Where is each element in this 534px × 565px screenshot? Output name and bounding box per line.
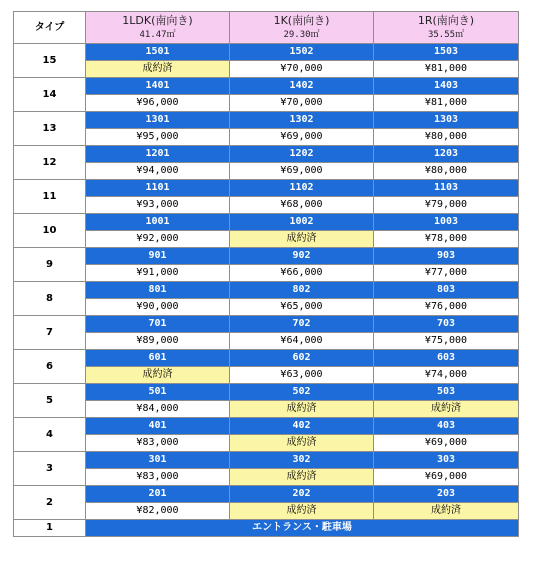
room-number: 601 <box>86 350 230 367</box>
room-number-row <box>14 44 519 61</box>
type-label: タイプ <box>14 12 86 44</box>
room-number: 1201 <box>86 146 230 163</box>
room-number: 303 <box>374 452 519 469</box>
room-price-row <box>14 163 519 180</box>
room-price-row <box>14 61 519 78</box>
room-price: ¥66,000 <box>230 265 374 282</box>
room-price-row <box>14 265 519 282</box>
room-number: 1501 <box>86 44 230 61</box>
room-number: 403 <box>374 418 519 435</box>
room-number: 1103 <box>374 180 519 197</box>
unit-type-header <box>230 12 374 44</box>
room-price: ¥68,000 <box>230 197 374 214</box>
room-price: ¥93,000 <box>86 197 230 214</box>
room-price: ¥78,000 <box>374 231 519 248</box>
room-number-row <box>14 418 519 435</box>
room-number: 1502 <box>230 44 374 61</box>
room-price: ¥81,000 <box>374 61 519 78</box>
room-price: ¥80,000 <box>374 129 519 146</box>
room-price: ¥81,000 <box>374 95 519 112</box>
room-price: ¥64,000 <box>230 333 374 350</box>
room-number-row <box>14 384 519 401</box>
floor-rows <box>14 44 519 520</box>
contracted-badge: 成約済 <box>230 435 374 452</box>
room-price: ¥95,000 <box>86 129 230 146</box>
room-number: 903 <box>374 248 519 265</box>
floor-plan-table-container <box>13 11 519 537</box>
room-number: 1303 <box>374 112 519 129</box>
room-number-row <box>14 112 519 129</box>
room-number: 1102 <box>230 180 374 197</box>
contracted-badge: 成約済 <box>374 503 519 520</box>
room-price: ¥69,000 <box>374 435 519 452</box>
room-number: 603 <box>374 350 519 367</box>
header-row <box>14 12 519 44</box>
floor-number: 15 <box>14 44 86 78</box>
unit-type-header <box>86 12 230 44</box>
room-price-row <box>14 333 519 350</box>
room-price: ¥70,000 <box>230 61 374 78</box>
unit-type-name: 1LDK(南向き) <box>122 14 193 27</box>
ground-floor-row <box>14 520 519 537</box>
floor-number: 12 <box>14 146 86 180</box>
unit-type-header <box>374 12 519 44</box>
contracted-badge: 成約済 <box>374 401 519 418</box>
room-price-table <box>13 11 519 537</box>
floor-number: 1 <box>14 520 86 537</box>
room-number: 401 <box>86 418 230 435</box>
room-price: ¥63,000 <box>230 367 374 384</box>
room-price: ¥69,000 <box>374 469 519 486</box>
room-number: 301 <box>86 452 230 469</box>
room-price: ¥65,000 <box>230 299 374 316</box>
room-number: 702 <box>230 316 374 333</box>
room-price: ¥70,000 <box>230 95 374 112</box>
room-number: 1101 <box>86 180 230 197</box>
entrance-parking-cell: エントランス・駐車場 <box>86 520 519 537</box>
room-price: ¥82,000 <box>86 503 230 520</box>
room-price: ¥69,000 <box>230 163 374 180</box>
room-number-row <box>14 282 519 299</box>
floor-number: 3 <box>14 452 86 486</box>
unit-area: 35.55㎡ <box>427 30 465 40</box>
floor-number: 13 <box>14 112 86 146</box>
room-price-row <box>14 367 519 384</box>
unit-type-name: 1K(南向き) <box>273 14 330 27</box>
room-number: 501 <box>86 384 230 401</box>
room-number: 1503 <box>374 44 519 61</box>
room-number-row <box>14 180 519 197</box>
room-number: 1301 <box>86 112 230 129</box>
room-price: ¥92,000 <box>86 231 230 248</box>
room-number: 1003 <box>374 214 519 231</box>
room-number: 703 <box>374 316 519 333</box>
room-price: ¥83,000 <box>86 469 230 486</box>
room-number: 302 <box>230 452 374 469</box>
floor-number: 14 <box>14 78 86 112</box>
room-number: 901 <box>86 248 230 265</box>
room-number-row <box>14 146 519 163</box>
room-price: ¥76,000 <box>374 299 519 316</box>
room-price: ¥94,000 <box>86 163 230 180</box>
room-number: 1002 <box>230 214 374 231</box>
room-price: ¥79,000 <box>374 197 519 214</box>
contracted-badge: 成約済 <box>230 503 374 520</box>
room-number: 402 <box>230 418 374 435</box>
room-number: 802 <box>230 282 374 299</box>
floor-number: 7 <box>14 316 86 350</box>
room-price: ¥96,000 <box>86 95 230 112</box>
room-price: ¥74,000 <box>374 367 519 384</box>
room-number: 1202 <box>230 146 374 163</box>
room-price-row <box>14 231 519 248</box>
room-number-row <box>14 78 519 95</box>
floor-number: 8 <box>14 282 86 316</box>
room-number-row <box>14 214 519 231</box>
room-price: ¥90,000 <box>86 299 230 316</box>
room-number: 1001 <box>86 214 230 231</box>
floor-number: 5 <box>14 384 86 418</box>
room-price: ¥77,000 <box>374 265 519 282</box>
room-number: 902 <box>230 248 374 265</box>
room-number-row <box>14 248 519 265</box>
room-price-row <box>14 299 519 316</box>
room-number: 701 <box>86 316 230 333</box>
room-number: 1302 <box>230 112 374 129</box>
room-number: 502 <box>230 384 374 401</box>
room-number: 1203 <box>374 146 519 163</box>
room-price: ¥91,000 <box>86 265 230 282</box>
room-number-row <box>14 316 519 333</box>
unit-area: 41.47㎡ <box>139 30 176 40</box>
unit-area: 29.30㎡ <box>283 30 320 40</box>
room-number: 202 <box>230 486 374 503</box>
room-price: ¥89,000 <box>86 333 230 350</box>
room-number: 201 <box>86 486 230 503</box>
floor-number: 9 <box>14 248 86 282</box>
contracted-badge: 成約済 <box>230 469 374 486</box>
room-price: ¥69,000 <box>230 129 374 146</box>
room-price-row <box>14 503 519 520</box>
room-price-row <box>14 469 519 486</box>
room-number: 803 <box>374 282 519 299</box>
room-price: ¥80,000 <box>374 163 519 180</box>
room-number-row <box>14 452 519 469</box>
room-number: 503 <box>374 384 519 401</box>
floor-number: 4 <box>14 418 86 452</box>
room-price-row <box>14 129 519 146</box>
room-price: ¥84,000 <box>86 401 230 418</box>
room-price-row <box>14 95 519 112</box>
unit-type-name: 1R(南向き) <box>417 14 475 27</box>
room-price: ¥75,000 <box>374 333 519 350</box>
floor-number: 2 <box>14 486 86 520</box>
room-price-row <box>14 401 519 418</box>
room-price: ¥83,000 <box>86 435 230 452</box>
floor-number: 11 <box>14 180 86 214</box>
room-price-row <box>14 435 519 452</box>
contracted-badge: 成約済 <box>86 61 230 78</box>
room-number: 1401 <box>86 78 230 95</box>
room-number: 602 <box>230 350 374 367</box>
room-number: 1403 <box>374 78 519 95</box>
contracted-badge: 成約済 <box>230 231 374 248</box>
floor-number: 10 <box>14 214 86 248</box>
room-number: 1402 <box>230 78 374 95</box>
floor-number: 6 <box>14 350 86 384</box>
room-number-row <box>14 486 519 503</box>
contracted-badge: 成約済 <box>230 401 374 418</box>
room-number: 203 <box>374 486 519 503</box>
contracted-badge: 成約済 <box>86 367 230 384</box>
room-number-row <box>14 350 519 367</box>
room-price-row <box>14 197 519 214</box>
room-number: 801 <box>86 282 230 299</box>
